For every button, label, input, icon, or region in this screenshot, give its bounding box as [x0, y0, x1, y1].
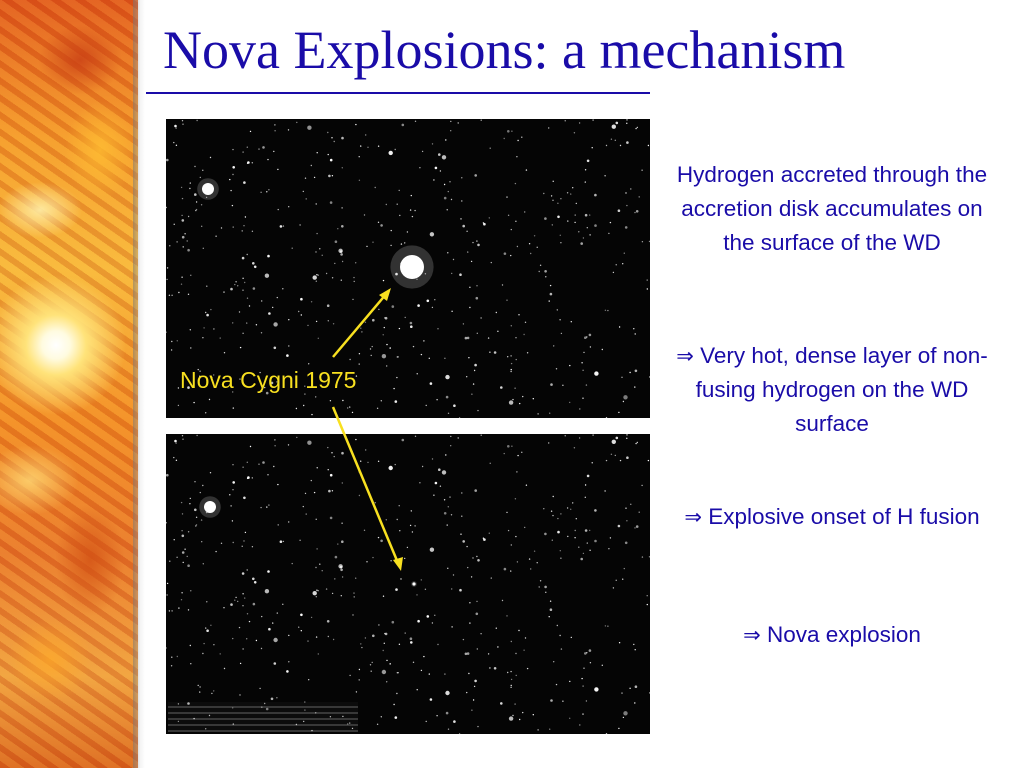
slide-title: Nova Explosions: a mechanism [163, 20, 846, 80]
photo-credit-smudge [168, 702, 358, 732]
background-stars [166, 434, 650, 734]
explanation-point-4 [672, 618, 992, 652]
explanation-point-1 [672, 158, 992, 260]
bright-star [197, 178, 219, 200]
point-3-text: Explosive onset of H fusion [708, 504, 980, 529]
implies-arrow-icon: ⇒ [684, 505, 702, 529]
bright-star [199, 496, 221, 518]
explanation-point-3 [672, 500, 992, 534]
point-1-text: Hydrogen accreted through the accretion disk accumulates on the surface of the WD [676, 162, 988, 255]
point-2-text: Very hot, dense layer of non-fusing hydrogen on the WD surface [695, 343, 988, 436]
explanation-point-2 [672, 339, 992, 441]
nova-photo-after [166, 434, 650, 734]
implies-arrow-icon: ⇒ [743, 623, 761, 647]
title-underline [146, 92, 650, 94]
nova-callout-label: Nova Cygni 1975 [180, 367, 357, 393]
nova-bright-star [390, 245, 433, 288]
sun-strip-shadow [133, 0, 145, 768]
point-4-text: Nova explosion [767, 622, 921, 647]
sun-decoration-strip [0, 0, 138, 768]
implies-arrow-icon: ⇒ [676, 344, 694, 368]
starfield-after [166, 434, 650, 734]
nova-faint-star [411, 581, 417, 587]
